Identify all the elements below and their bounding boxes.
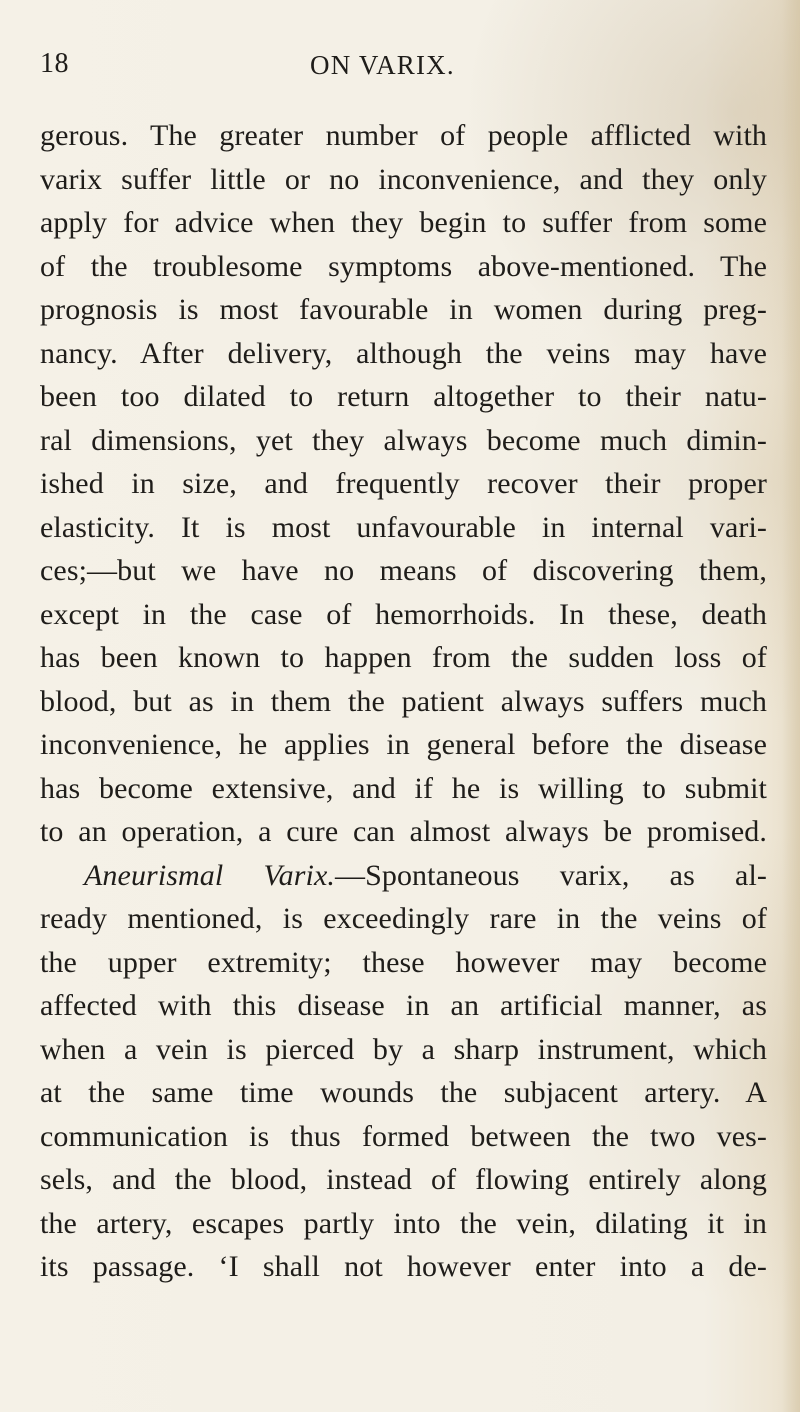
text-line-13: has been known to happen from the sudden loss of: [40, 641, 767, 674]
text-line-10: elasticity. It is most unfavourable in internal vari-: [40, 510, 767, 544]
section-text-line-3: affected with this disease in an artificial manner, as: [40, 989, 767, 1022]
text-line-6: nancy. After delivery, although the veins may have: [40, 336, 767, 370]
page-number: 18: [40, 48, 69, 79]
running-head: ON VARIX.: [310, 50, 455, 80]
text-line-4: of the troublesome symptoms above-mentioned. The: [40, 249, 767, 283]
text-line-7: been too dilated to return altogether to their natu-: [40, 380, 767, 413]
section-text-line-8: the artery, escapes partly into the vein, dilating it in: [40, 1206, 767, 1240]
text-line-15: inconvenience, he applies in general before the disease: [40, 728, 767, 761]
section-text-line-4: when a vein is pierced by a sharp instrument, which: [40, 1032, 767, 1066]
section-text-line-1: ready mentioned, is exceedingly rare in the veins of: [40, 902, 767, 935]
text-line-17: to an operation, a cure can almost always be promised.: [40, 815, 767, 848]
text-line-11: ces;—but we have no means of discovering them,: [40, 554, 767, 587]
section-text-line-6: communication is thus formed between the two ves-: [40, 1119, 767, 1153]
body-text: [40, 114, 767, 1289]
text-line-12: except in the case of hemorrhoids. In these, death: [40, 597, 767, 631]
section-heading-line: [40, 854, 767, 898]
section-text-line-9: its passage. ‘I shall not however enter into a de-: [40, 1250, 767, 1283]
text-line-16: has become extensive, and if he is willing to submit: [40, 771, 767, 805]
text-line-3: apply for advice when they begin to suffer from some: [40, 206, 767, 239]
text-line-8: ral dimensions, yet they always become much dimin-: [40, 423, 767, 457]
text-line-1: gerous. The greater number of people afflicted with: [40, 119, 767, 152]
text-line-9: ished in size, and frequently recover their proper: [40, 467, 767, 500]
text-line-14: blood, but as in them the patient always suffers much: [40, 684, 767, 718]
section-text-line-5: at the same time wounds the subjacent artery. A: [40, 1076, 767, 1109]
text-line-5: prognosis is most favourable in women during preg-: [40, 293, 767, 326]
page-header: [40, 48, 730, 88]
section-heading: Aneurismal Varix.: [84, 858, 335, 892]
section-text-line-7: sels, and the blood, instead of flowing entirely along: [40, 1163, 767, 1196]
section-heading-rest: —Spontaneous varix, as al-: [334, 858, 767, 892]
section-text-line-2: the upper extremity; these however may become: [40, 945, 767, 979]
text-line-2: varix suffer little or no inconvenience, and they only: [40, 162, 767, 196]
page-edge-shadow: [782, 0, 800, 1412]
